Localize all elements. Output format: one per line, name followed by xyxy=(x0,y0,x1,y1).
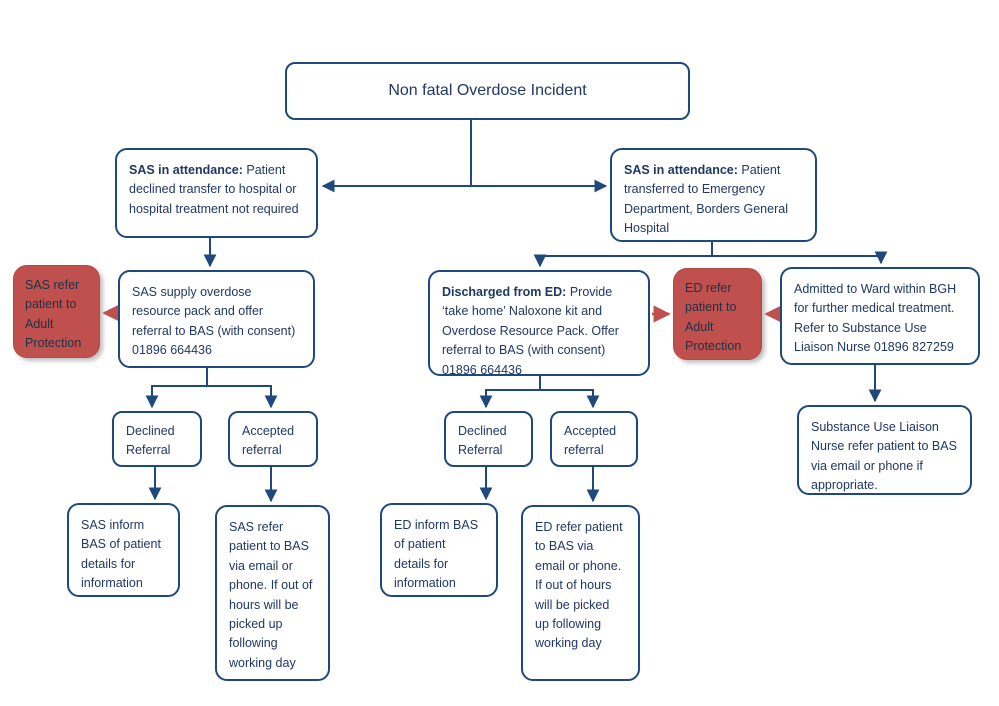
node-sas-transferred-ed-lead: SAS in attendance: xyxy=(624,163,738,177)
node-sas-supply-pack-text: SAS supply overdose resource pack and offer referral to BAS (with consent) 01896 664436 xyxy=(132,285,296,358)
node-ed-inform-bas xyxy=(380,503,498,597)
node-declined-referral-left xyxy=(112,411,202,467)
node-sas-adult-protection-text: SAS refer patient to Adult Protection xyxy=(25,278,82,351)
node-discharged-from-ed-lead: Discharged from ED: xyxy=(442,285,567,299)
node-ed-adult-protection xyxy=(673,268,762,360)
node-accepted-referral-mid-text: Accepted referral xyxy=(564,424,617,458)
node-declined-referral-left-text: Declined Referral xyxy=(126,424,175,458)
node-ed-refer-bas-text: ED refer patient to BAS via email or phone. If out of hours will be picked up following working day xyxy=(535,520,623,651)
node-title xyxy=(285,62,690,120)
node-sas-declined-transfer-lead: SAS in attendance: xyxy=(129,163,243,177)
node-discharged-from-ed-text: Provide ‘take home’ Naloxone kit and Overdose Resource Pack. Offer referral to BAS (with consent) 01896 664436 xyxy=(442,285,619,377)
node-declined-referral-mid-text: Declined Referral xyxy=(458,424,507,458)
node-substance-liaison-nurse xyxy=(797,405,972,495)
node-sas-inform-bas-text: SAS inform BAS of patient details for information xyxy=(81,518,161,591)
node-sas-transferred-ed xyxy=(610,148,817,242)
node-accepted-referral-left-text: Accepted referral xyxy=(242,424,295,458)
node-accepted-referral-mid xyxy=(550,411,638,467)
node-sas-refer-bas-text: SAS refer patient to BAS via email or phone. If out of hours will be picked up following working day xyxy=(229,520,313,670)
node-sas-supply-pack xyxy=(118,270,315,368)
node-admitted-to-ward xyxy=(780,267,980,365)
node-ed-refer-bas xyxy=(521,505,640,681)
node-accepted-referral-left xyxy=(228,411,318,467)
node-sas-declined-transfer xyxy=(115,148,318,238)
node-ed-adult-protection-text: ED refer patient to Adult Protection xyxy=(685,281,742,354)
node-sas-inform-bas xyxy=(67,503,180,597)
node-sas-refer-bas xyxy=(215,505,330,681)
node-declined-referral-mid xyxy=(444,411,533,467)
node-title-text: Non fatal Overdose Incident xyxy=(388,81,587,99)
node-sas-transferred-ed-text: Patient transferred to Emergency Department, Borders General Hospital xyxy=(624,163,788,236)
node-sas-declined-transfer-text: Patient declined transfer to hospital or hospital treatment not required xyxy=(129,163,299,216)
node-admitted-to-ward-text: Admitted to Ward within BGH for further medical treatment. Refer to Substance Use Liaison Nurse 01896 827259 xyxy=(794,282,957,355)
node-discharged-from-ed xyxy=(428,270,650,376)
node-substance-liaison-nurse-text: Substance Use Liaison Nurse refer patient to BAS via email or phone if appropriate. xyxy=(811,420,957,493)
node-ed-inform-bas-text: ED inform BAS of patient details for information xyxy=(394,518,479,591)
node-sas-adult-protection xyxy=(13,265,100,358)
